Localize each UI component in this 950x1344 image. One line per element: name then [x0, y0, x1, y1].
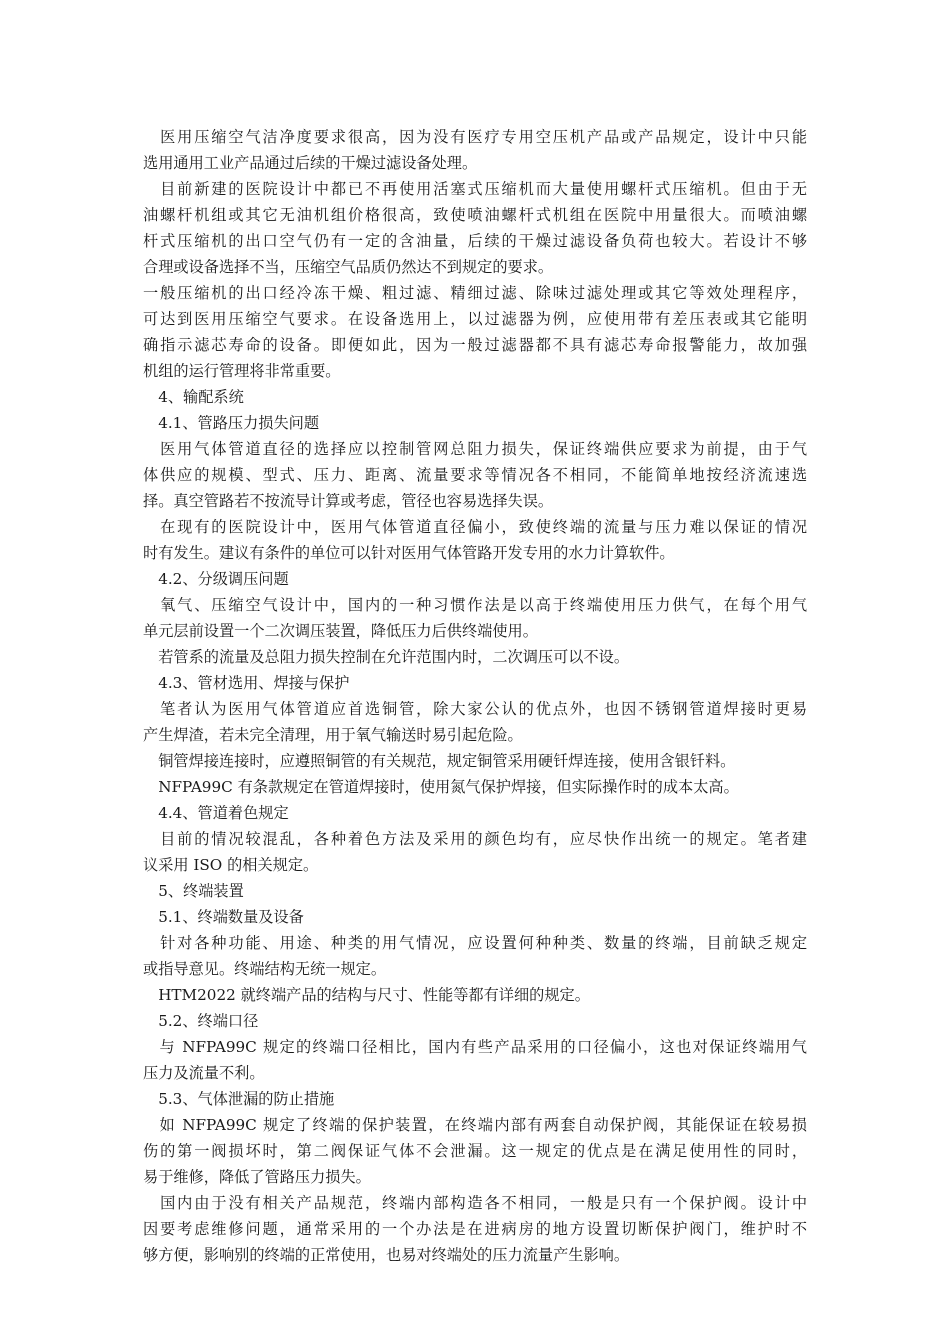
paragraph-line: 体供应的规模、型式、压力、距离、流量要求等情况各不相同，不能简单地按经济流速选	[143, 466, 807, 484]
paragraph-line: 产生焊渣，若未完全清理，用于氧气输送时易引起危险。	[143, 726, 523, 744]
subsection-heading: 4.1、管路压力损失问题	[143, 414, 320, 432]
subsection-heading: 4.3、管材选用、焊接与保护	[143, 674, 350, 692]
paragraph-line: 因要考虑维修问题，通常采用的一个办法是在进病房的地方设置切断保护阀门，维护时不	[143, 1220, 807, 1238]
paragraph-line: 议采用 ISO 的相关规定。	[143, 856, 319, 874]
paragraph-line: 与 NFPA99C 规定的终端口径相比，国内有些产品采用的口径偏小，这也对保证终端用气	[143, 1038, 807, 1056]
paragraph-line: 单元层前设置一个二次调压装置，降低压力后供终端使用。	[143, 622, 538, 640]
subsection-heading: 4.2、分级调压问题	[143, 570, 289, 588]
paragraph-line: 医用压缩空气洁净度要求很高，因为没有医疗专用空压机产品或产品规定，设计中只能	[143, 128, 807, 146]
paragraph-line: 国内由于没有相关产品规范，终端内部构造各不相同，一般是只有一个保护阀。设计中	[143, 1194, 807, 1212]
paragraph-line: 油螺杆机组或其它无油机组价格很高，致使喷油螺杆式机组在医院中用量很大。而喷油螺	[143, 206, 807, 224]
paragraph-line: 医用气体管道直径的选择应以控制管网总阻力损失，保证终端供应要求为前提，由于气	[143, 440, 807, 458]
paragraph-line: 铜管焊接连接时，应遵照铜管的有关规范，规定铜管采用硬钎焊连接，使用含银钎料。	[143, 752, 736, 770]
paragraph-line: 如 NFPA99C 规定了终端的保护装置，在终端内部有两套自动保护阀，其能保证在较易损	[143, 1116, 807, 1134]
paragraph-line: 选用通用工业产品通过后续的干燥过滤设备处理。	[143, 154, 478, 172]
paragraph-line: 或指导意见。终端结构无统一规定。	[143, 960, 386, 978]
paragraph-line: 够方便，影响别的终端的正常使用，也易对终端处的压力流量产生影响。	[143, 1246, 629, 1264]
section-heading: 5、终端装置	[143, 882, 244, 900]
paragraph-line: 伤的第一阀损坏时，第二阀保证气体不会泄漏。这一规定的优点是在满足使用性的同时，	[143, 1142, 807, 1160]
paragraph-line: 确指示滤芯寿命的设备。即便如此，因为一般过滤器都不具有滤芯寿命报警能力，故加强	[143, 336, 807, 354]
paragraph-line: 目前新建的医院设计中都已不再使用活塞式压缩机而大量使用螺杆式压缩机。但由于无	[143, 180, 807, 198]
paragraph-line: 针对各种功能、用途、种类的用气情况，应设置何种种类、数量的终端，目前缺乏规定	[143, 934, 807, 952]
subsection-heading: 5.2、终端口径	[143, 1012, 259, 1030]
paragraph-line: NFPA99C 有条款规定在管道焊接时，使用氮气保护焊接，但实际操作时的成本太高。	[143, 778, 739, 796]
paragraph-line: 合理或设备选择不当，压缩空气品质仍然达不到规定的要求。	[143, 258, 554, 276]
paragraph-line: 一般压缩机的出口经冷冻干燥、粗过滤、精细过滤、除味过滤处理或其它等效处理程序，	[143, 284, 807, 302]
paragraph-line: 若管系的流量及总阻力损失控制在允许范围内时，二次调压可以不设。	[143, 648, 629, 666]
paragraph-line: 择。真空管路若不按流导计算或考虑，管径也容易选择失误。	[143, 492, 554, 510]
paragraph-line: 目前的情况较混乱，各种着色方法及采用的颜色均有，应尽快作出统一的规定。笔者建	[143, 830, 807, 848]
paragraph-line: 机组的运行管理将非常重要。	[143, 362, 341, 380]
subsection-heading: 4.4、管道着色规定	[143, 804, 289, 822]
paragraph-line: HTM2022 就终端产品的结构与尺寸、性能等都有详细的规定。	[143, 986, 590, 1004]
paragraph-line: 氧气、压缩空气设计中，国内的一种习惯作法是以高于终端使用压力供气，在每个用气	[143, 596, 807, 614]
paragraph-line: 时有发生。建议有条件的单位可以针对医用气体管路开发专用的水力计算软件。	[143, 544, 675, 562]
paragraph-line: 易于维修，降低了管路压力损失。	[143, 1168, 371, 1186]
subsection-heading: 5.3、气体泄漏的防止措施	[143, 1090, 335, 1108]
section-heading: 4、输配系统	[143, 388, 244, 406]
paragraph-line: 在现有的医院设计中，医用气体管道直径偏小，致使终端的流量与压力难以保证的情况	[143, 518, 807, 536]
document-body	[143, 124, 807, 1268]
paragraph-line: 杆式压缩机的出口空气仍有一定的含油量，后续的干燥过滤设备负荷也较大。若设计不够	[143, 232, 807, 250]
paragraph-line: 可达到医用压缩空气要求。在设备选用上，以过滤器为例，应使用带有差压表或其它能明	[143, 310, 807, 328]
paragraph-line: 压力及流量不利。	[143, 1064, 265, 1082]
paragraph-line: 笔者认为医用气体管道应首选铜管，除大家公认的优点外，也因不锈钢管道焊接时更易	[143, 700, 807, 718]
subsection-heading: 5.1、终端数量及设备	[143, 908, 304, 926]
